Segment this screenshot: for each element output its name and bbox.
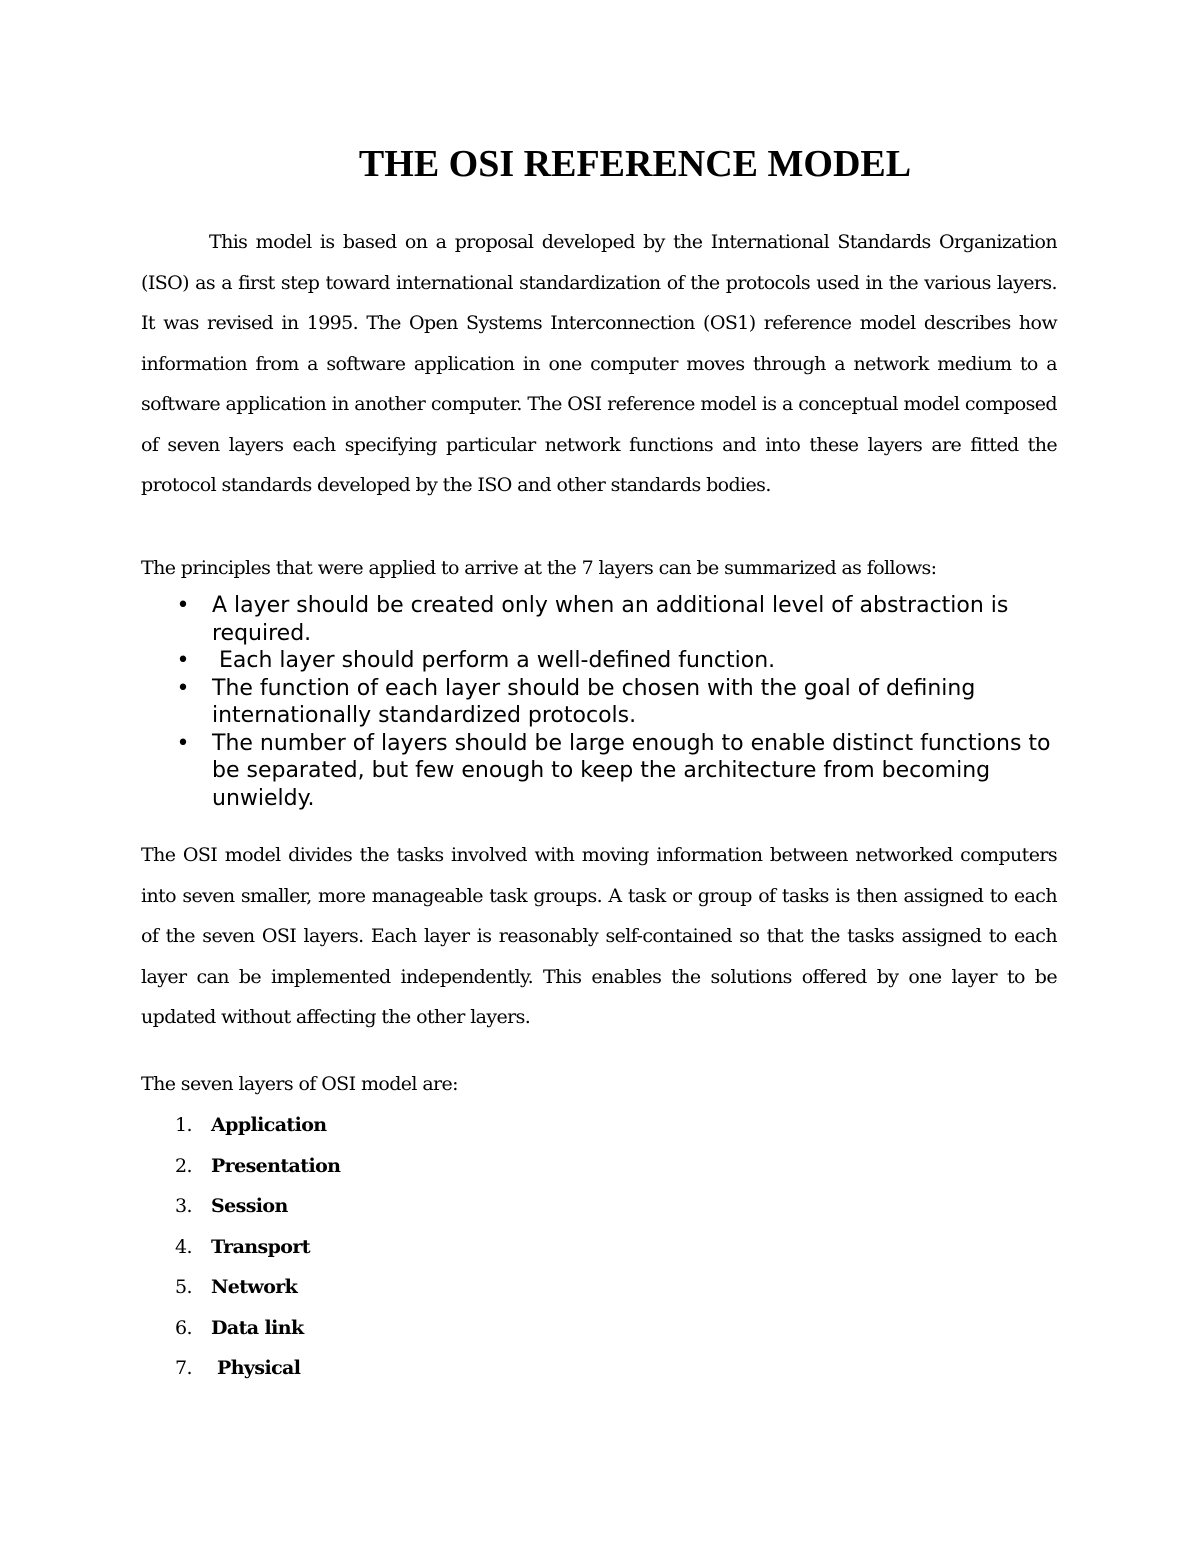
bullet-icon: • (176, 675, 190, 701)
layer-number: 7. (175, 1357, 192, 1379)
layer-name: Presentation (211, 1154, 341, 1177)
intro-paragraph: This model is based on a proposal developed by the International Standards Organization (ISO) as a first step toward international standardization of the protocols used in the various layers. It was revised in 1995. The Open Systems Interconnection (OS1) reference model describes how information from a software application in one computer moves through a network medium to a software application in another computer. The OSI reference model is a conceptual model composed of seven layers each specifying particular network functions and into these layers are fitted the protocol standards developed by the ISO and other standards bodies. (141, 231, 1057, 496)
principle-text: A layer should be created only when an additional level of abstraction is required. (212, 593, 1009, 646)
layer-number: 1. (175, 1114, 192, 1136)
principle-text: The number of layers should be large enough to enable distinct functions to be separated, but few enough to keep the architecture from becoming unwieldy. (212, 730, 1051, 811)
list-item (141, 1227, 340, 1268)
list-item (141, 1186, 340, 1227)
layer-number: 6. (175, 1316, 192, 1339)
bullet-icon: • (176, 593, 190, 618)
list-item (141, 675, 1057, 730)
list-item (141, 1308, 340, 1349)
bullet-icon: • (176, 730, 190, 756)
list-item (141, 1348, 340, 1389)
layer-name: Physical (211, 1357, 301, 1379)
list-item (141, 1146, 340, 1187)
layer-number: 2. (175, 1154, 192, 1177)
principle-text: The function of each layer should be chosen with the goal of defining internationally standardized protocols. (212, 675, 976, 728)
layer-name: Transport (211, 1235, 310, 1258)
tasks-paragraph: The OSI model divides the tasks involved with moving information between networked computers into seven smaller, more manageable task groups. A task or group of tasks is then assigned to each of the seven OSI layers. Each layer is reasonably self-contained so that the tasks assigned to each layer can be implemented independently. This enables the solutions offered by one layer to be updated without affecting the other layers. (141, 844, 1057, 1028)
list-item (141, 647, 1057, 675)
list-item (141, 1267, 340, 1308)
layer-name: Application (211, 1114, 327, 1136)
list-item (141, 1105, 340, 1146)
layer-name: Network (211, 1276, 298, 1298)
list-item (141, 592, 1057, 647)
layer-number: 4. (175, 1235, 192, 1258)
layer-number: 3. (175, 1195, 192, 1217)
layers-list (141, 1105, 340, 1389)
principles-lead: The principles that were applied to arrive at the 7 layers can be summarized as follows: (141, 557, 937, 579)
principle-text: Each layer should perform a well-defined function. (212, 648, 776, 673)
list-item (141, 730, 1057, 813)
layers-lead: The seven layers of OSI model are: (141, 1073, 458, 1095)
page-title: THE OSI REFERENCE MODEL (358, 143, 912, 185)
layer-number: 5. (175, 1276, 192, 1298)
layer-name: Session (211, 1195, 288, 1217)
principles-list (141, 592, 1057, 812)
bullet-icon: • (176, 648, 190, 673)
layer-name: Data link (211, 1316, 304, 1339)
